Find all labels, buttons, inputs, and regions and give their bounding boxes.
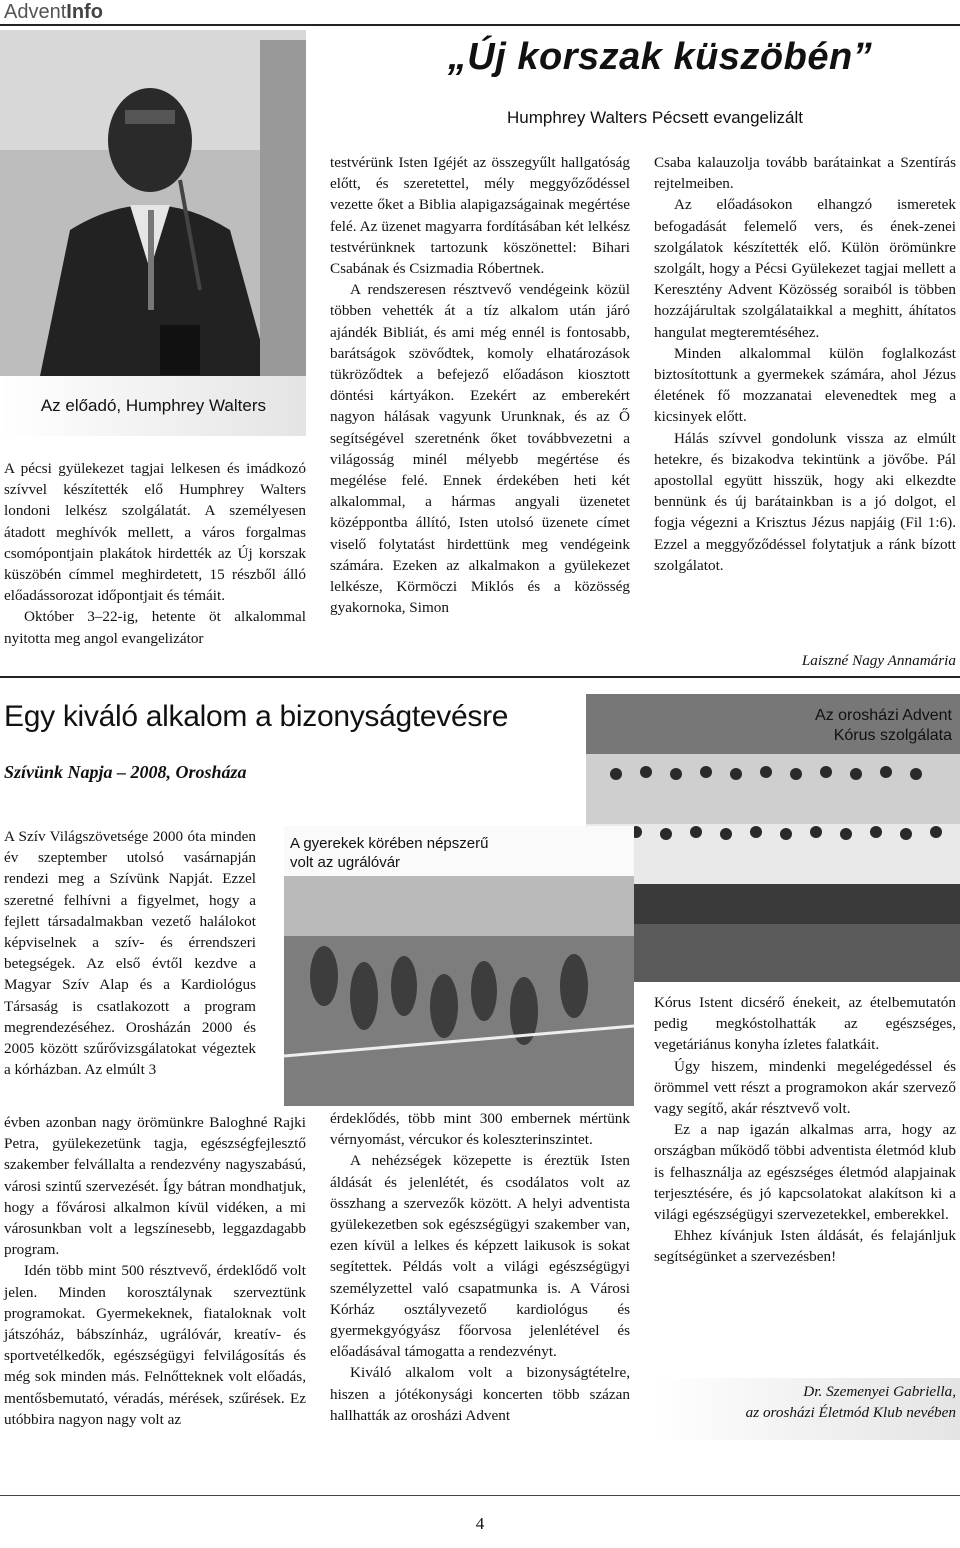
article2-column-1-bottom: [4, 1112, 306, 1430]
article1-subtitle: Humphrey Walters Pécsett evangelizált: [506, 108, 804, 127]
speaker-illustration: [0, 30, 306, 376]
signature-line: az orosházi Életmód Klub nevében: [745, 1404, 956, 1422]
paragraph: Hálás szívvel gondolunk vissza az elmúlt hetekre, és bizakodva tekintünk a jövőbe. Pál apostollal együtt hisszük, hogy aki elkezdte bennünk és új barátainkban is a jó dolgot, el fogja végezni a Krisztus Jézus napjáig (Fil 1:6). Ezzel a meggyőződéssel folytatjuk a ránk bízott szolgálatot.: [654, 429, 956, 574]
caption-line: A gyerekek körében népszerű: [290, 835, 489, 852]
paragraph: érdeklődés, több mint 300 embernek mértünk vérnyomást, vércukor és koleszterinszintet.: [330, 1110, 630, 1149]
article2-title: Egy kiváló alkalom a bizonyságtevésre: [4, 700, 509, 733]
article1-signature: Laiszné Nagy Annamária: [801, 652, 956, 669]
article-divider: [0, 676, 960, 678]
speaker-photo-caption: [0, 376, 306, 436]
paragraph: Idén több mint 500 résztvevő, érdeklődő volt jelen. Minden korosztálynak szerveztünk programokat. Gyermekeknek, fiataloknak volt játszóház, bábszínház, ugrálóvár, kreatív- és sportvetélkedők, egészségügyi felvilágosítás és még sok minden más. Felnőtteknek volt előadás, mentősbemutató, véradás, mérések, szűrések. Ez utóbbira nagyon nagy volt az: [4, 1262, 306, 1428]
header-rule: [0, 24, 960, 26]
paragraph: Kórus Istent dicsérő énekeit, az ételbemutatón pedig megkóstolhatták az egészséges, vegetáriánus konyha ízletes falatkáit.: [654, 994, 956, 1054]
article1-column-3: [654, 152, 956, 576]
article1-title: „Új korszak küszöbén”: [447, 36, 873, 78]
page-number: 4: [475, 1514, 485, 1533]
paragraph: Kiváló alkalom volt a bizonyságtételre, hiszen a jótékonysági koncerten több százan hallhatták az orosházi Advent: [330, 1364, 630, 1424]
caption-line: Kórus szolgálata: [833, 727, 952, 744]
brand-logo: [4, 0, 103, 24]
caption-text: Az előadó, Humphrey Walters: [40, 396, 266, 415]
paragraph: testvérünk Isten Igéjét az összegyűlt hallgatóság előtt, és szeretettel, mély meggyőződéssel vezette őket a Biblia alapigazságainak megértése felé. Az üzenet magyarra fordításában két lelkész testvérünknek tartozunk köszönettel: Bihari Csabának és Csizmadia Róbertnek.: [330, 154, 630, 278]
article2-column-3: [654, 992, 956, 1268]
speaker-photo: [0, 30, 306, 376]
kids-photo-caption: [290, 834, 490, 872]
paragraph: Úgy hiszem, mindenki megelégedéssel és örömmel vett részt a programokon akár szervező vagy segítő, akár résztvevő volt.: [654, 1057, 956, 1118]
paragraph: A rendszeresen résztvevő vendégeink közül többen vehették át a tíz alkalom után járó ajándék Bibliát, és ami még ennél is fontosabb, barátságok szövődtek, komoly elhatározások tükröződtek a befejező előadáson kiosztott döntési kártyákon. Ezekért az emberekért nagyon hálásak vagyunk Urunknak, és az Ő segítségével szeretnénk őket továbbvezetni a világosság minél mélyebb megértése és megélése felé. Ennek érdekében heti két alkalommal, a hármas angyali üzenetet középpontba állító, Isten utolsó üzenete címet viselő folytatást hirdettünk meg vendégeink számára. Ezeken az alkalmakon a gyülekezet lelkésze, Körmöczi Miklós és a közösség gyakornoka, Simon: [330, 281, 630, 617]
paragraph: Ehhez kívánjuk Isten áldását, és felajánljuk segítségünket a szervezésben!: [654, 1227, 956, 1266]
article2-subtitle: Szívünk Napja – 2008, Orosháza: [4, 762, 247, 782]
article2-column-2: [330, 1108, 630, 1426]
paragraph: Az előadásokon elhangzó ismeretek befogadását felemelő vers, és ének-zenei szolgálatok készítették elő. Külön örömünkre szolgált, hogy a Pécsi Gyülekezet tagjai mellett a Keresztény Advent Közösség soraiból is többen hozzájárultak szolgálataikkal a meghitt, áhítatos hangulat megteremtéséhez.: [654, 196, 956, 341]
paragraph: évben azonban nagy örömünkre Baloghné Rajki Petra, gyülekezetünk tagja, egészségfejlesztő szakember felvállalta a rendezvény nagyszabású, városi szintű szervezését. Így bátran mondhatjuk, hogy a fővárosi alkalmon kívül vidéken, a mi városunkban volt a legszínesebb, leggazdagabb program.: [4, 1114, 306, 1259]
paragraph: A Szív Világszövetsége 2000 óta minden év szeptember utolsó vasárnapján rendezi meg a Szívünk Napját. Ezzel szeretné felhívni a figyelmet, hogy a fejlett társadalmakban vezető halálokot képviselnek a szív- és érrendszeri betegségek. Az első évtől kezdve a Magyar Szív Alap és a Kardiológus Társaság is csatlakozott a program megrendezéséhez. Orosházán 2000 és 2005 között szűrővizsgálatokat végeztek a kórházban. Az elmúlt 3: [4, 828, 256, 1079]
brand-info: Info: [66, 1, 103, 23]
paragraph: Ez a nap igazán alkalmas arra, hogy az országban működő többi adventista életmód klub is felhasználja az egészséges életmód alapjainak terjesztésére, és jó kapcsolatokat alakítson ki a világi egészségügyi szervezetekkel, emberekkel.: [654, 1121, 956, 1224]
paragraph: A nehézségek közepette is éreztük Isten áldását és jelenlétét, és csodálatos volt az összhang a szervezők között. A helyi adventista gyülekezetben sok egészségügyi szakember van, ezen kívül a lelkes és képzett laikusok is sokat segítettek. Példás volt a világi egészségügyi személyzettel való csapatmunka is. A Városi Kórház osztályvezető kardiológus és gyermekgyógyász főorvosa jelenlétével és előadásával támogatta a rendezvényt.: [330, 1152, 630, 1361]
paragraph: A pécsi gyülekezet tagjai lelkesen és imádkozó szívvel készítették elő Humphrey Walters londoni lelkész szolgálatát. A személyesen átadott meghívók mellett, a város forgalmas csomópontjain plakátok hirdették az Új korszak küszöbén címmel meghirdetett, 15 részből álló előadássorozat időpontjait és témáit.: [4, 460, 306, 605]
paragraph: Minden alkalommal külön foglalkozást biztosítottunk a gyermekek számára, ahol Jézus életének fő mozzanatai elevenedtek meg a kicsinyek előtt.: [654, 344, 956, 426]
article1-column-1: [4, 458, 306, 649]
article1-column-2: [330, 152, 630, 618]
article2-signature: [654, 1381, 956, 1423]
choir-photo-caption: [740, 706, 952, 746]
signature-line: Dr. Szemenyei Gabriella,: [803, 1383, 956, 1400]
caption-line: Az orosházi Advent: [815, 707, 952, 724]
paragraph: Csaba kalauzolja tovább barátainkat a Szentírás rejtelmeiben.: [654, 154, 956, 193]
brand-advent: Advent: [4, 1, 67, 23]
article2-column-1-top: [4, 826, 256, 1080]
paragraph: Október 3–22-ig, hetente öt alkalommal nyitotta meg angol evangelizátor: [4, 608, 306, 647]
caption-line: volt az ugrálóvár: [290, 854, 401, 871]
footer-rule: [0, 1495, 960, 1496]
